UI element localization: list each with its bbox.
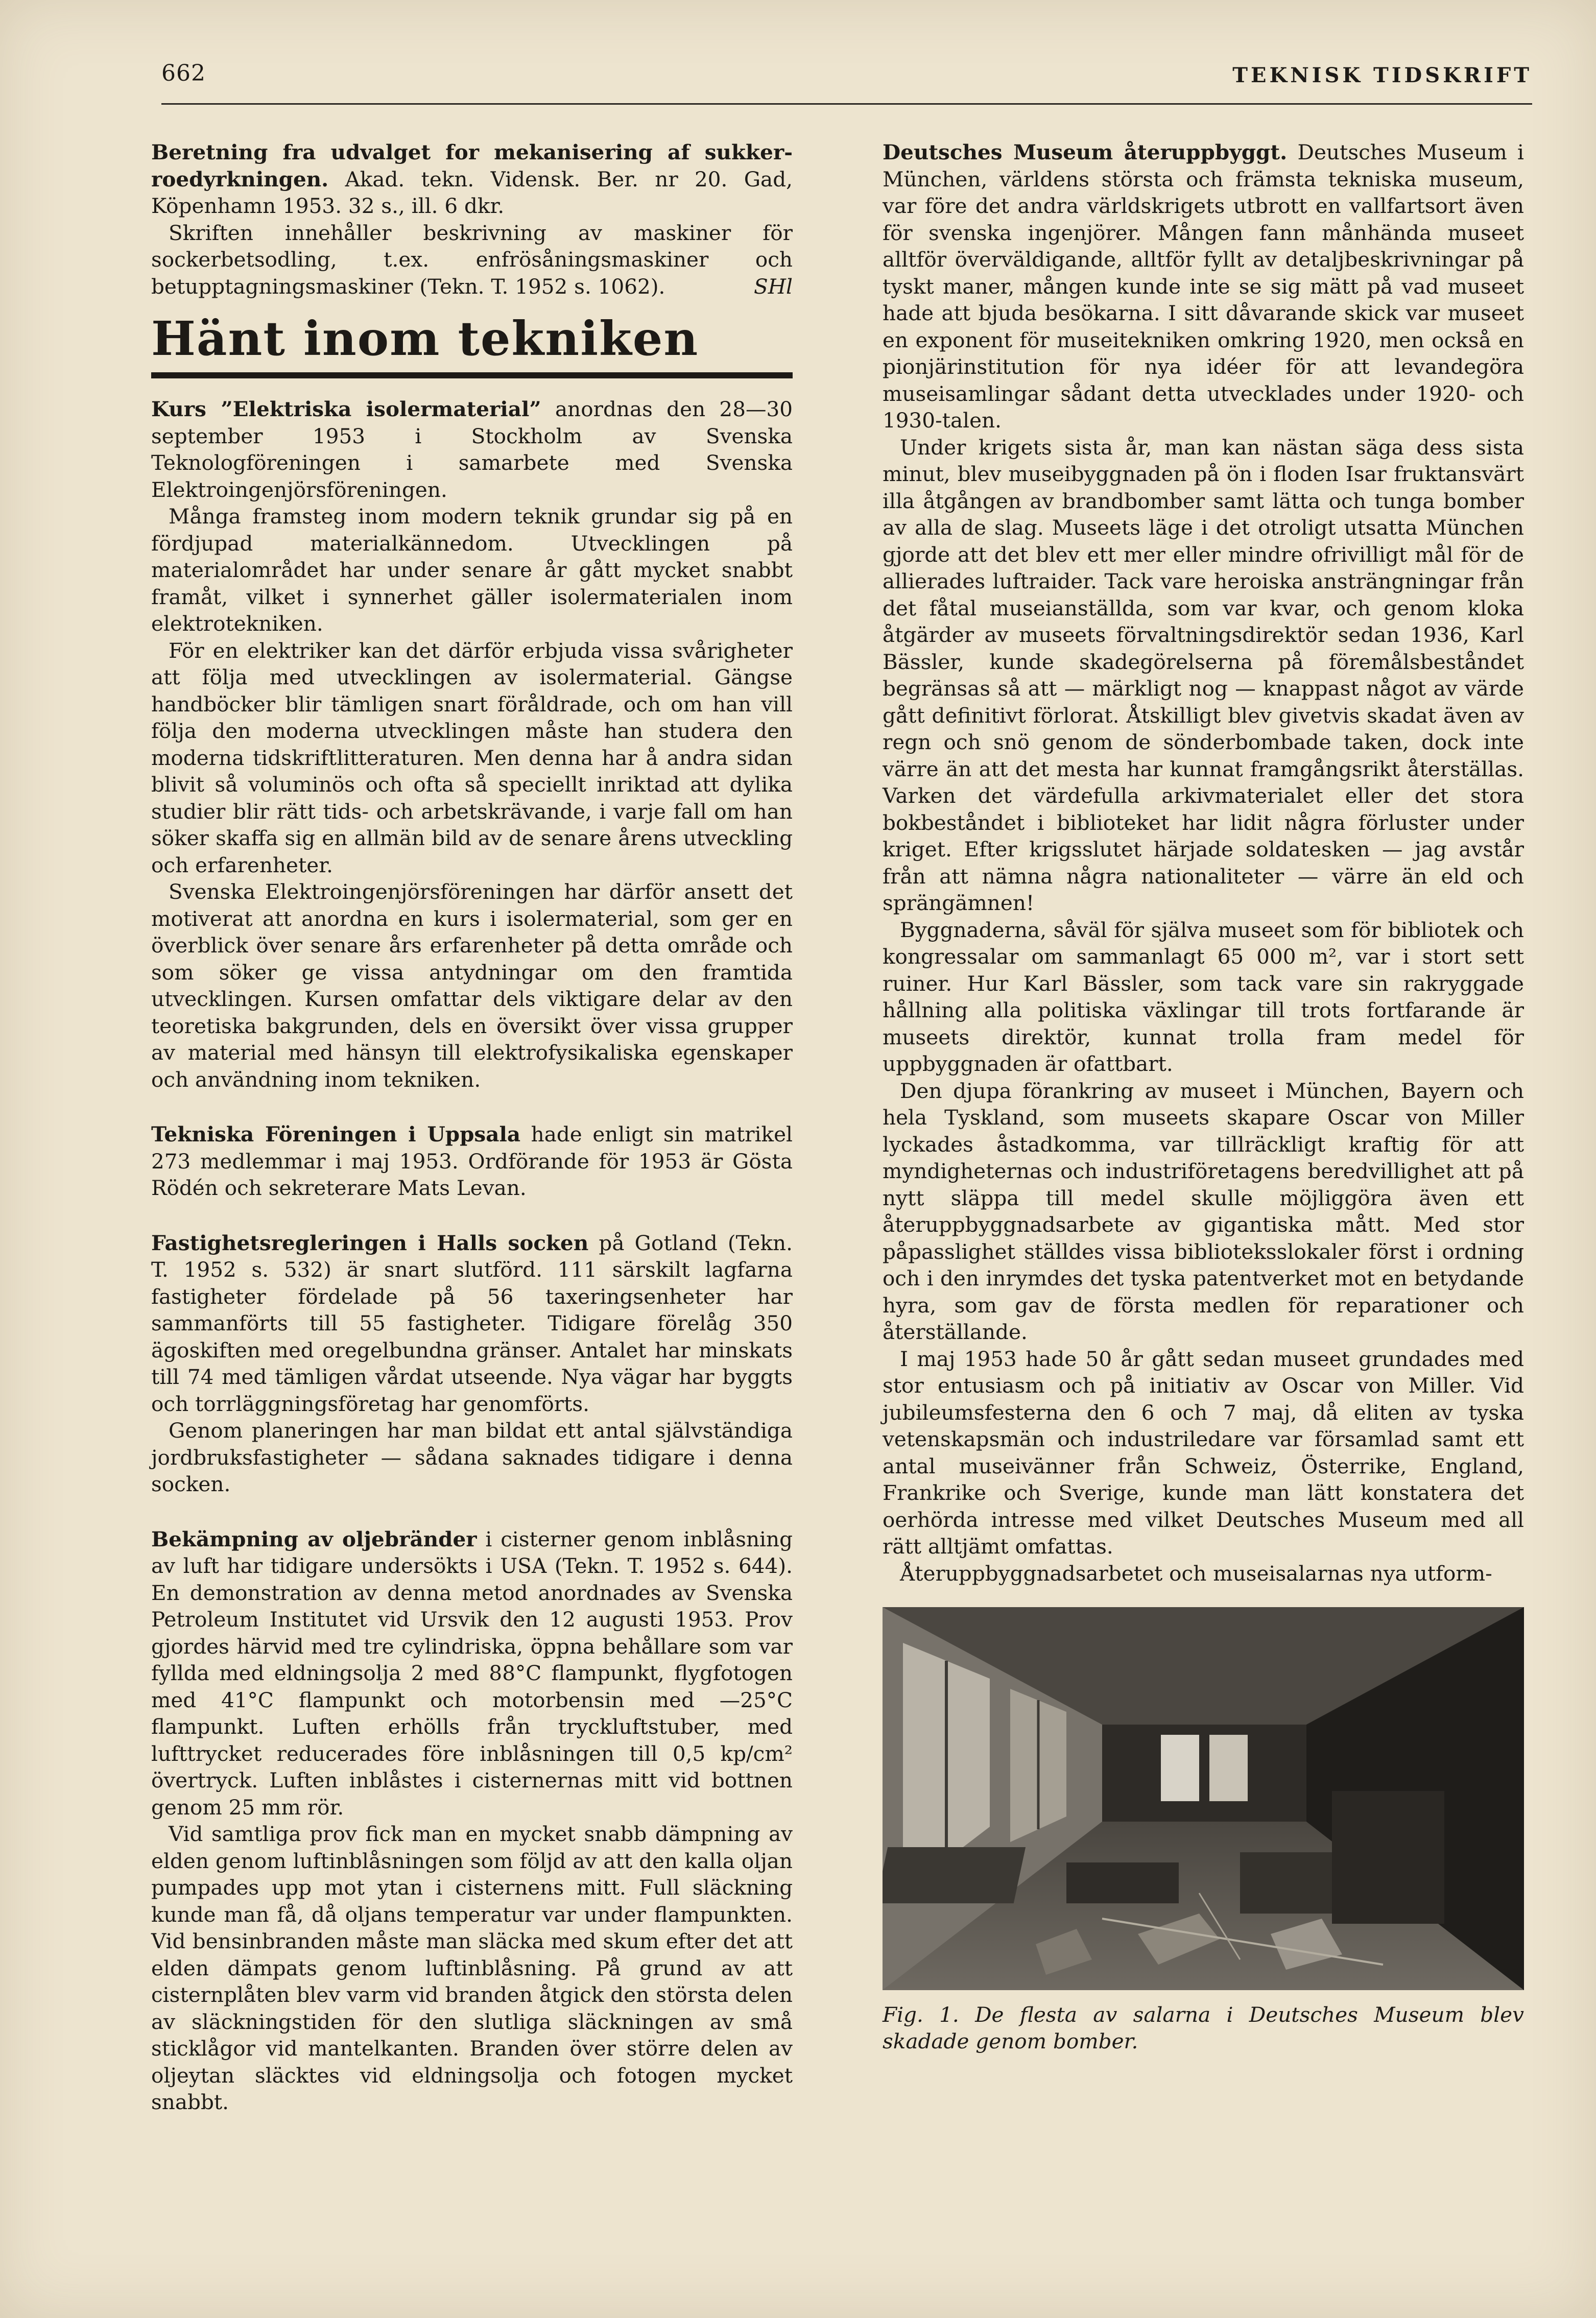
- museum-lead: Deutsches Museum återuppbyggt.: [883, 140, 1288, 164]
- olje-lead: Bekämpning av oljebränder: [151, 1526, 477, 1551]
- museum-paragraph-4: Den djupa förankring av museet i München, Bayern och hela Tyskland, som museets skapare Oscar von Miller lyckades åstadkomma, var tillräckligt kraftig för att myndigheternas och industriföretagens beredvillighet att på nytt släppa till medel skulle möjliggöra även ett återuppbyggnadsarbete av gigantiska mått. Med stor påpasslighet ställdes vissa biblioteksslokaler först i ordning och i den inrymdes det tyska patentverket mot en betydande hyra, som gav de första medlen för reparationer och återställande.: [883, 1078, 1524, 1344]
- uppsala-lead: Tekniska Föreningen i Uppsala: [151, 1122, 521, 1146]
- heading-rule: [151, 372, 793, 378]
- page-header: [161, 60, 1532, 101]
- header-rule: [161, 103, 1532, 105]
- kurs-paragraph-2: Många framsteg inom modern teknik grundar sig på en fördjupad materialkännedom. Utvecklingen på materialområdet har under senare år gått mycket snabbt framåt, vilket i synnerhet gäller isolermaterialen inom elektrotekniken.: [151, 504, 793, 636]
- journal-name: TEKNISK TIDSKRIFT: [1232, 63, 1532, 87]
- left-column: [151, 139, 793, 2116]
- halls-paragraph-2: Genom planeringen har man bildat ett antal självständiga jordbruksfastigheter — sådana saknades tidigare i denna socken.: [151, 1418, 793, 1496]
- olje-article: Bekämpning av oljebränder i cisterner genom inblåsning av luft har tidigare undersökts i USA (Tekn. T. 1952 s. 644). En demonstration av denna metod anordnades av Svenska Petroleum Institutet vid Ursvik den 12 augusti 1953. Prov gjordes härvid med tre cylindriska, öppna behållare som var fyllda med eldningsolja 2 med 88°C flampunkt, flygfotogen med 41°C flampunkt och motorbensin med —25°C flampunkt. Luften erhölls från tryckluftstuber, med lufttrycket reducerades före inblåsningen till 0,5 kp/cm² övertryck. Luften inblåstes i cisternernas mitt vid bottnen genom 25 mm rör.: [151, 1526, 793, 1820]
- museum-paragraph-6: Återuppbyggnadsarbetet och museisalarnas nya utform-: [900, 1561, 1492, 1586]
- section-heading: Hänt inom tekniken: [151, 311, 699, 366]
- kurs-article: Kurs ”Elektriska isolermaterial” anordnas den 28—30 september 1953 i Stockholm av Svenska Teknologföreningen i samarbete med Svenska Elektroingenjörsföreningen.: [151, 397, 793, 502]
- review-paragraph: Skriften innehåller beskrivning av maskiner för sockerbetsodling, t.ex. enfrösåningsmaskiner och betupptagningsmaskiner (Tekn. T. 1952 s. 1062). SHl: [151, 220, 793, 300]
- kurs-paragraph-4: Svenska Elektroingenjörsföreningen har därför ansett det motiverat att anordna en kurs i isolermaterial, som ger en överblick över senare års erfarenheter på detta område och som söker ge vissa antydningar om den framtida utvecklingen. Kursen omfattar dels viktigare delar av den teoretiska bakgrunden, dels en översikt över vissa grupper av material med hänsyn till elektrofysikaliska egenskaper och användning inom tekniken.: [151, 879, 793, 1092]
- uppsala-article: Tekniska Föreningen i Uppsala hade enligt sin matrikel 273 medlemmar i maj 1953. Ordförande för 1953 är Gösta Rödén och sekreterare Mats Levan.: [151, 1122, 793, 1200]
- museum-paragraph-5: I maj 1953 hade 50 år gått sedan museet grundades med stor entusiasm och på initiativ av Oscar von Miller. Vid jubileumsfesterna den 6 och 7 maj, då eliten av tyska vetenskapsmän och industriledare var församlad samt ett antal museivänner från Schweiz, Österrike, England, Frankrike och Sverige, kunde man lätt konstatera det oerhörda intresse med vilket Deutsches Museum med all rätt alltjämt omfattas.: [883, 1346, 1524, 1559]
- museum-hall-photo: [883, 1607, 1524, 1990]
- museum-article: Deutsches Museum återuppbyggt. Deutsches Museum i München, världens största och främsta tekniska museum, var före det andra världskrigets utbrott en vallfartsort även för svenska ingenjörer. Mången fann månhända museet alltför överväldigande, alltför fyllt av detaljbeskrivningar på tyskt maner, mången kunde inte se sig mätt på vad museet hade att bjuda besökarna. I sitt dåvarande skick var museet en exponent för museitekniken omkring 1920, men också en pionjärinstitution för nya idéer för att levandegöra museisamlingar sådant detta utvecklades under 1920- och 1930-talen.: [883, 140, 1524, 433]
- review-entry: [151, 139, 793, 220]
- halls-article: Fastighetsregleringen i Halls socken på Gotland (Tekn. T. 1952 s. 532) är snart slutförd. 111 särskilt lagfarna fastigheter fördelade på 56 taxeringsenheter har sammanförts till 55 fastigheter. Tidigare förelåg 350 ägoskiften med oregelbundna gränser. Antalet har minskats till 74 med tämligen vårdat utseende. Nya vägar har byggts och torrläggningsföretag har genomförts.: [151, 1230, 793, 1416]
- right-column: [883, 139, 1524, 2054]
- halls-lead: Fastighetsregleringen i Halls socken: [151, 1230, 589, 1255]
- kurs-lead: Kurs ”Elektriska isolermaterial”: [151, 397, 541, 421]
- museum-paragraph-2: Under krigets sista år, man kan nästan säga dess sista minut, blev museibyggnaden på ön i floden Isar fruktansvärt illa åtgången av brandbomber samt lätta och tunga bomber av alla de slag. Museets läge i det otroligt utsatta München gjorde att det blev ett mer eller mindre ofrivilligt mål för de allierades luftraider. Tack vare heroiska ansträngningar från det fåtal museianställda, som var kvar, och genom kloka åtgärder av museets förvaltningsdirektör sedan 1936, Karl Bässler, kunde skadegörelserna på föremålsbeståndet begränsas så att — märkligt nog — knappast något av värde gått definitivt förlorat. Åtskilligt blev givetvis skadat även av regn och snö genom de sönderbombade taken, dock inte värre än att det mesta har kunnat framgångsrikt återställas. Varken det värdefulla arkivmaterialet eller det stora bokbeståndet i biblioteket har lidit några förluster under kriget. Efter krigsslutet härjade soldatesken — jag avstår från att nämna några nationaliteter — värre än eld och sprängämnen!: [883, 435, 1524, 915]
- page-number: 662: [161, 60, 206, 86]
- olje-paragraph-2: Vid samtliga prov fick man en mycket snabb dämpning av elden genom luftinblåsningen som följd av att den kalla oljan pumpades upp mot ytan i cisternens mitt. Full släckning kunde man få, då oljans temperatur var under flampunkten. Vid bensinbranden måste man släcka med skum efter det att elden dämpats genom luftinblåsning. På grund av att cisternplåten blev varm vid branden åtgick den största delen av släckningstiden för den slutliga släckningen av små sticklågor vid mantelkanten. Branden över större delen av oljeytan släcktes vid eldningsolja och fotogen mycket snabbt.: [151, 1822, 793, 2114]
- review-title: Beretning fra udvalget for mekanisering af sukkerroedyrkningen.: [151, 140, 793, 192]
- review-body: Akad. tekn. Vidensk. Ber. nr 20. Gad, Köpenhamn 1953. 32 s., ill. 6 dkr.: [151, 166, 793, 218]
- museum-paragraph-3: Byggnaderna, såväl för själva museet som för bibliotek och kongressalar om sammanlagt 65 000 m², var i stort sett ruiner. Hur Karl Bässler, som tack vare sin rakryggade hållning alla politiska växlingar till trots fortfarande är museets direktör, kunnat trolla fram medel för uppbyggnaden är ofattbart.: [883, 917, 1524, 1076]
- kurs-paragraph-3: För en elektriker kan det därför erbjuda vissa svårigheter att följa med utvecklingen av isolermaterial. Gängse handböcker blir tämligen snart föråldrade, och om han vill följa den moderna utvecklingen måste han studera den moderna tidskriftlitteraturen. Men denna har å andra sidan blivit så voluminös och ofta så speciellt inriktad att dylika studier blir rätt tids- och arbetskrävande, i varje fall om han söker skaffa sig en allmän bild av de senare årens utveckling och erfarenheter.: [151, 638, 793, 877]
- review-signature: SHl: [753, 274, 793, 299]
- figure-caption: Fig. 1. De flesta av salarna i Deutsches Museum blev skadade genom bomber.: [883, 2002, 1524, 2053]
